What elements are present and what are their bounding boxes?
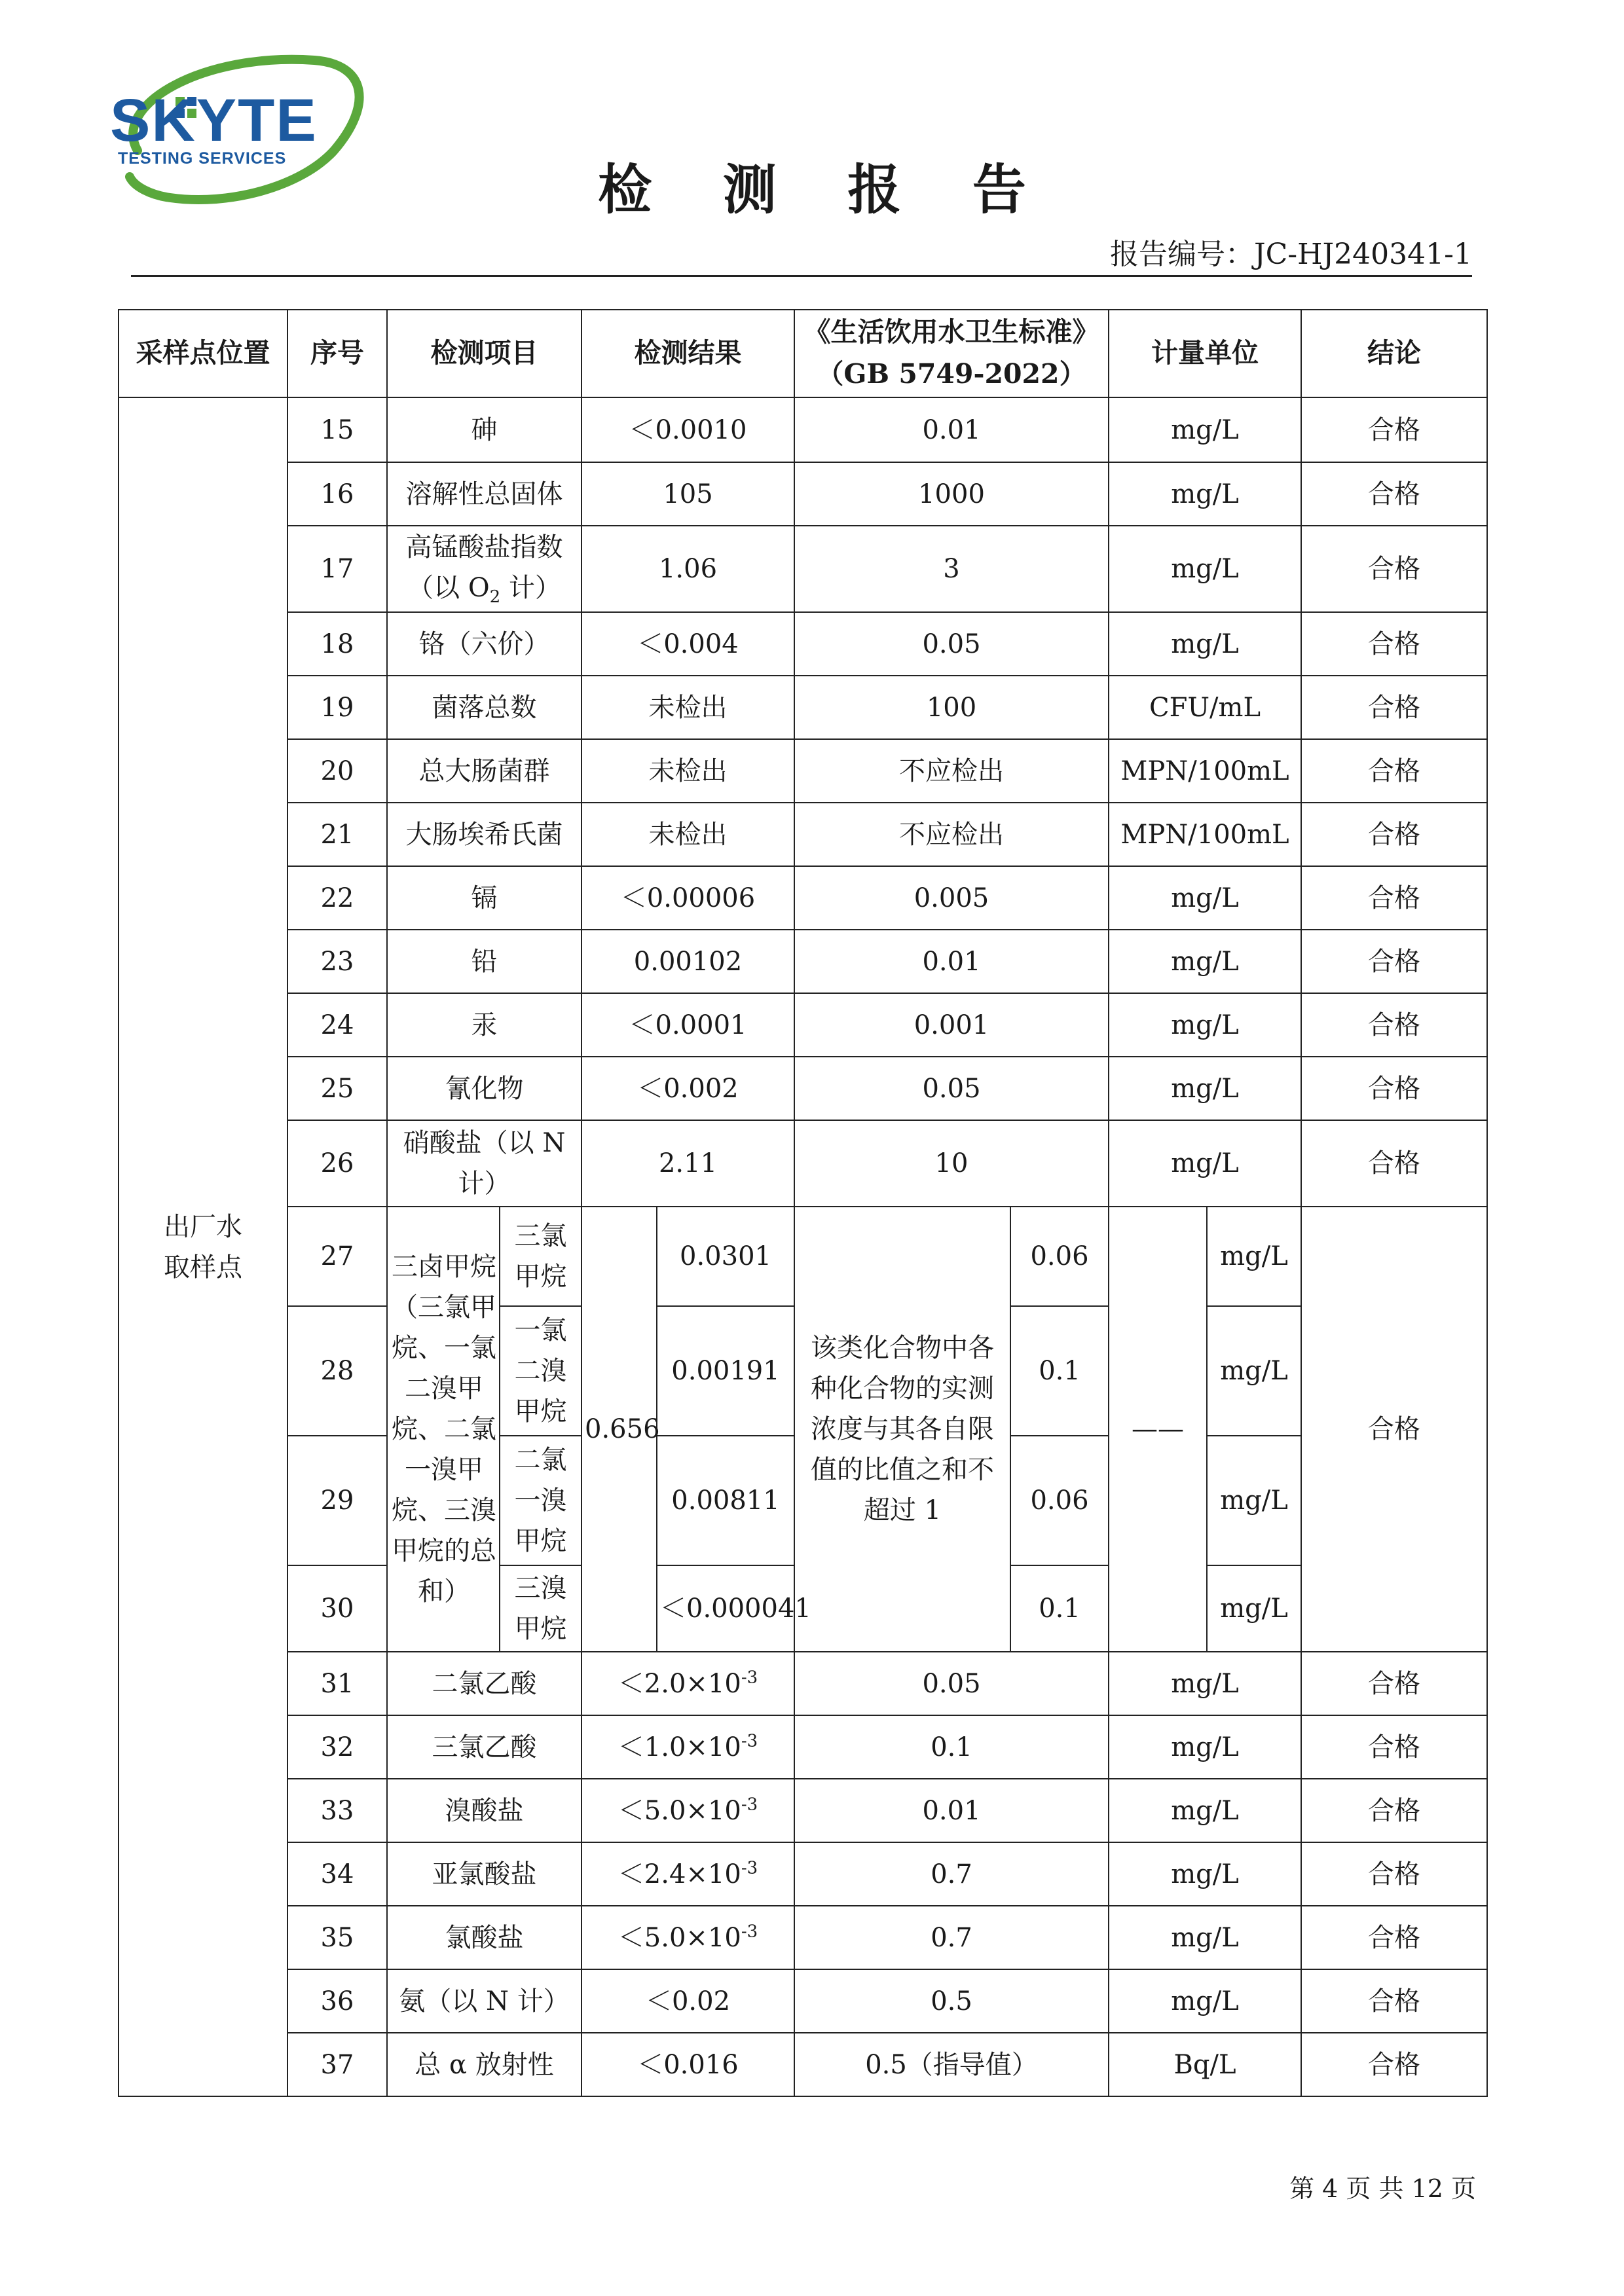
row-conclusion: 合格 — [1301, 803, 1487, 866]
row-result: $<5.0\times 10^{-3}$ — [581, 1906, 794, 1969]
row-result: 未检出 — [581, 676, 794, 739]
row-result: $<2.4\times 10^{-3}$ — [581, 1842, 794, 1906]
row-conclusion: 合格 — [1301, 462, 1487, 526]
row-item: 总大肠菌群 — [387, 739, 581, 803]
row-seq: 19 — [287, 676, 387, 739]
header-conclusion: 结论 — [1301, 310, 1487, 397]
row-conclusion: 合格 — [1301, 993, 1487, 1057]
row-conclusion: 合格 — [1301, 1842, 1487, 1906]
table-row — [119, 526, 1487, 612]
row-unit: mg/L — [1109, 930, 1301, 993]
row-seq: 23 — [287, 930, 387, 993]
row-limit: 100 — [794, 676, 1109, 739]
header-unit: 计量单位 — [1109, 310, 1301, 397]
thm-compound: 一氯二溴甲烷 — [500, 1306, 581, 1436]
thm-compound: 三溴甲烷 — [500, 1565, 581, 1652]
table-row — [119, 1969, 1487, 2033]
row-seq: 18 — [287, 612, 387, 676]
row-conclusion: 合格 — [1301, 526, 1487, 612]
row-result: 1.06 — [581, 526, 794, 612]
row-result: 105 — [581, 462, 794, 526]
row-seq: 21 — [287, 803, 387, 866]
thm-result: 0.0301 — [657, 1207, 794, 1306]
thm-standard-note: 该类化合物中各种化合物的实测浓度与其各自限值的比值之和不超过 1 — [794, 1207, 1010, 1652]
row-unit: mg/L — [1109, 612, 1301, 676]
row-conclusion: 合格 — [1301, 612, 1487, 676]
table-row — [119, 612, 1487, 676]
report-number-label: 报告编号： — [1109, 238, 1254, 271]
row-conclusion: 合格 — [1301, 1969, 1487, 2033]
row-item: 砷 — [387, 397, 581, 462]
row-result: $<1.0\times 10^{-3}$ — [581, 1715, 794, 1779]
row-item: 铬（六价） — [387, 612, 581, 676]
row-limit: 1000 — [794, 462, 1109, 526]
table-row — [119, 1120, 1487, 1207]
thm-limit: 0.06 — [1010, 1207, 1109, 1306]
row-limit: 0.05 — [794, 1652, 1109, 1715]
row-unit: mg/L — [1109, 526, 1301, 612]
row-item: 铅 — [387, 930, 581, 993]
row-limit: 0.001 — [794, 993, 1109, 1057]
table-row — [119, 1057, 1487, 1120]
row-unit: mg/L — [1109, 1120, 1301, 1207]
row-conclusion: 合格 — [1301, 676, 1487, 739]
row-unit: Bq/L — [1109, 2033, 1301, 2096]
row-seq: 15 — [287, 397, 387, 462]
thm-result: ＜0.000041 — [657, 1565, 794, 1652]
row-item: 氰化物 — [387, 1057, 581, 1120]
results-table — [118, 309, 1488, 2097]
row-item: 大肠埃希氏菌 — [387, 803, 581, 866]
page-number: 第 4 页 共 12 页 — [1289, 2174, 1476, 2203]
table-row — [119, 739, 1487, 803]
header-item: 检测项目 — [387, 310, 581, 397]
header-standard-line1: 《生活饮用水卫生标准》 — [803, 316, 1099, 348]
row-limit: 不应检出 — [794, 803, 1109, 866]
row-conclusion: 合格 — [1301, 930, 1487, 993]
thm-limit: 0.06 — [1010, 1436, 1109, 1565]
thm-compound: 三氯甲烷 — [500, 1207, 581, 1306]
table-row — [119, 1779, 1487, 1842]
row-limit: 0.05 — [794, 612, 1109, 676]
row-seq: 20 — [287, 739, 387, 803]
row-seq: 17 — [287, 526, 387, 612]
row-result: $<2.0\times 10^{-3}$ — [581, 1652, 794, 1715]
thm-total-unit: —— — [1109, 1207, 1207, 1652]
row-seq: 35 — [287, 1906, 387, 1969]
row-unit: mg/L — [1109, 866, 1301, 930]
row-limit: 0.7 — [794, 1842, 1109, 1906]
thm-limit: 0.1 — [1010, 1306, 1109, 1436]
row-limit: 0.01 — [794, 930, 1109, 993]
row-seq: 27 — [287, 1207, 387, 1306]
thm-compound: 二氯一溴甲烷 — [500, 1436, 581, 1565]
report-title: 检 测 报 告 — [598, 158, 1052, 221]
row-unit: mg/L — [1109, 1842, 1301, 1906]
row-result: ＜0.02 — [581, 1969, 794, 2033]
row-conclusion: 合格 — [1301, 1715, 1487, 1779]
row-item: 硝酸盐（以 N 计） — [387, 1120, 581, 1207]
header-seq: 序号 — [287, 310, 387, 397]
row-limit: 3 — [794, 526, 1109, 612]
row-seq: 30 — [287, 1565, 387, 1652]
thm-group-name: 三卤甲烷（三氯甲烷、一氯二溴甲烷、二氯一溴甲烷、三溴甲烷的总和） — [387, 1207, 500, 1652]
row-seq: 26 — [287, 1120, 387, 1207]
row-item: 氯酸盐 — [387, 1906, 581, 1969]
row-result: 0.00102 — [581, 930, 794, 993]
row-limit: 不应检出 — [794, 739, 1109, 803]
row-conclusion: 合格 — [1301, 1779, 1487, 1842]
row-unit: mg/L — [1109, 1969, 1301, 2033]
logo-subtitle: TESTING SERVICES — [118, 149, 287, 168]
table-row — [119, 803, 1487, 866]
row-unit: mg/L — [1109, 1652, 1301, 1715]
row-unit: mg/L — [1109, 1906, 1301, 1969]
row-seq: 28 — [287, 1306, 387, 1436]
table-row — [119, 1906, 1487, 1969]
header-location: 采样点位置 — [119, 310, 287, 397]
report-number — [1110, 230, 1472, 272]
row-seq: 37 — [287, 2033, 387, 2096]
row-result: $<5.0\times 10^{-3}$ — [581, 1779, 794, 1842]
row-limit: 0.5 — [794, 1969, 1109, 2033]
table-header-row — [119, 310, 1487, 397]
row-limit: 0.5（指导值） — [794, 2033, 1109, 2096]
table-row — [119, 397, 1487, 462]
thm-result: 0.00191 — [657, 1306, 794, 1436]
row-conclusion: 合格 — [1301, 866, 1487, 930]
row-result: ＜0.002 — [581, 1057, 794, 1120]
thm-limit: 0.1 — [1010, 1565, 1109, 1652]
table-row — [119, 462, 1487, 526]
table-row — [119, 1207, 1487, 1306]
row-seq: 34 — [287, 1842, 387, 1906]
table-row — [119, 1652, 1487, 1715]
logo-wordmark: SKYTE — [110, 87, 318, 154]
thm-conclusion: 合格 — [1301, 1207, 1487, 1652]
row-conclusion: 合格 — [1301, 1057, 1487, 1120]
row-item: 亚氯酸盐 — [387, 1842, 581, 1906]
row-unit: mg/L — [1109, 1779, 1301, 1842]
row-item: 高锰酸盐指数 （以 $O_2$ 计） — [387, 526, 581, 612]
row-unit: CFU/mL — [1109, 676, 1301, 739]
thm-unit: mg/L — [1207, 1436, 1301, 1565]
row-limit: 0.05 — [794, 1057, 1109, 1120]
row-result: 未检出 — [581, 803, 794, 866]
header-divider — [131, 275, 1472, 277]
row-limit: 10 — [794, 1120, 1109, 1207]
row-seq: 16 — [287, 462, 387, 526]
header-result: 检测结果 — [581, 310, 794, 397]
row-item: 汞 — [387, 993, 581, 1057]
row-limit: 0.01 — [794, 1779, 1109, 1842]
row-result: 未检出 — [581, 739, 794, 803]
row-seq: 32 — [287, 1715, 387, 1779]
table-row — [119, 1715, 1487, 1779]
row-limit: 0.7 — [794, 1906, 1109, 1969]
row-conclusion: 合格 — [1301, 1652, 1487, 1715]
row-seq: 22 — [287, 866, 387, 930]
row-seq: 31 — [287, 1652, 387, 1715]
row-result: ＜0.0001 — [581, 993, 794, 1057]
row-limit: 0.005 — [794, 866, 1109, 930]
row-unit: mg/L — [1109, 1057, 1301, 1120]
row-item: 菌落总数 — [387, 676, 581, 739]
row-seq: 33 — [287, 1779, 387, 1842]
thm-unit: mg/L — [1207, 1565, 1301, 1652]
row-item: 溴酸盐 — [387, 1779, 581, 1842]
row-item: 三氯乙酸 — [387, 1715, 581, 1779]
table-row — [119, 2033, 1487, 2096]
row-conclusion: 合格 — [1301, 397, 1487, 462]
table-row — [119, 930, 1487, 993]
row-conclusion: 合格 — [1301, 739, 1487, 803]
row-unit: mg/L — [1109, 993, 1301, 1057]
thm-unit: mg/L — [1207, 1207, 1301, 1306]
row-limit: 0.1 — [794, 1715, 1109, 1779]
row-result: 2.11 — [581, 1120, 794, 1207]
row-unit: mg/L — [1109, 462, 1301, 526]
row-item: 二氯乙酸 — [387, 1652, 581, 1715]
row-result: ＜0.016 — [581, 2033, 794, 2096]
row-item: 溶解性总固体 — [387, 462, 581, 526]
row-conclusion: 合格 — [1301, 1906, 1487, 1969]
row-seq: 24 — [287, 993, 387, 1057]
table-row — [119, 993, 1487, 1057]
row-item: 氨（以 N 计） — [387, 1969, 581, 2033]
row-unit: mg/L — [1109, 1715, 1301, 1779]
report-number-value: JC-HJ240341-1 — [1253, 238, 1472, 271]
header-standard-line2: （GB 5749-2022） — [817, 358, 1086, 390]
thm-unit: mg/L — [1207, 1306, 1301, 1436]
row-unit: mg/L — [1109, 397, 1301, 462]
row-result: ＜0.0010 — [581, 397, 794, 462]
row-conclusion: 合格 — [1301, 1120, 1487, 1207]
table-row — [119, 866, 1487, 930]
header-standard — [794, 310, 1109, 397]
row-seq: 36 — [287, 1969, 387, 2033]
row-seq: 29 — [287, 1436, 387, 1565]
thm-total-result: 0.656 — [581, 1207, 657, 1652]
row-conclusion: 合格 — [1301, 2033, 1487, 2096]
row-result: ＜0.00006 — [581, 866, 794, 930]
table-row — [119, 1842, 1487, 1906]
thm-result: 0.00811 — [657, 1436, 794, 1565]
row-item: 镉 — [387, 866, 581, 930]
row-unit: MPN/100mL — [1109, 739, 1301, 803]
row-seq: 25 — [287, 1057, 387, 1120]
row-result: ＜0.004 — [581, 612, 794, 676]
sampling-location: 出厂水取样点 — [119, 397, 287, 2096]
row-item: 总 α 放射性 — [387, 2033, 581, 2096]
row-limit: 0.01 — [794, 397, 1109, 462]
table-row — [119, 676, 1487, 739]
row-unit: MPN/100mL — [1109, 803, 1301, 866]
